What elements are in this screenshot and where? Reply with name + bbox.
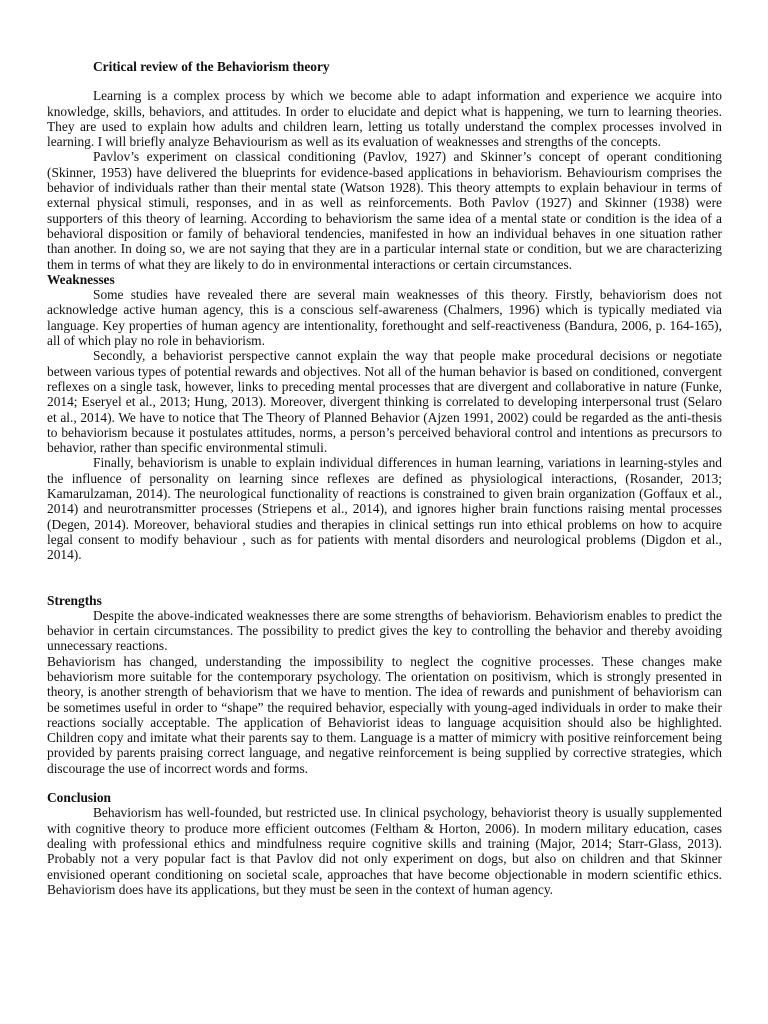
conclusion-heading: Conclusion xyxy=(47,790,111,806)
weaknesses-paragraph: Some studies have revealed there are several main weaknesses of this theory. Firstly, behaviorism does not acknowledge active human agency, this is a conscious self-awareness (Chalmers, 1996) which is typically mediated via language. Key properties of human agency are intentionality, forethought and self-reactiveness (Bandura, 2006, p. 164-165), all of which play no role in behaviorism. xyxy=(47,287,722,349)
weaknesses-heading: Weaknesses xyxy=(47,271,115,287)
conclusion-paragraph: Behaviorism has well-founded, but restricted use. In clinical psychology, behaviorist theory is usually supplemented with cognitive theory to produce more efficient outcomes (Feltham & Horton, 2006). In modern military education, cases dealing with professional ethics and mindfulness require cognitive skills and training (Major, 2014; Starr-Glass, 2013). Probably not a very popular fact is that Pavlov did not only experiment on dogs, but also on children and that Skinner envisioned operant conditioning on societal scale, approaches that have become objectionable in modern scientific ethics. Behaviorism does have its applications, but they must be seen in the context of human agency. xyxy=(47,805,722,897)
weaknesses-paragraph: Finally, behaviorism is unable to explain individual differences in human learning, variations in learning-styles and the influence of personality on learning since reflexes are defined as physiological interactions, (Rosander, 2013; Kamarulzaman, 2014). The neurological functionality of reactions is constrained to given brain organization (Goffaux et al., 2014) and neurotransmitter processes (Striepens et al., 2014), and ignores higher brain functions raising mental processes (Degen, 2014). Moreover, behavioral studies and therapies in clinical settings run into ethical problems on how to acquire legal consent to modify behaviour , such as for patients with mental disorders and neurological problems (Digdon et al., 2014). xyxy=(47,455,722,563)
intro-paragraph: Pavlov’s experiment on classical conditioning (Pavlov, 1927) and Skinner’s concept of operant conditioning (Skinner, 1953) have delivered the blueprints for evidence-based applications in behaviorism. Behaviourism comprises the behavior of individuals rather than their mental state (Watson 1928). This theory attempts to explain behaviour in terms of external physical stimuli, responses, and in as well as reinforcements. Both Pavlov (1927) and Skinner (1938) were supporters of this theory of learning. According to behaviorism the same idea of a mental state or condition is the idea of a behavioral disposition or family of behavioral tendencies, manifested in how an individual behaves in one situation rather than another. In doing so, we are not saying that they are in a particular internal state or condition, but we are characterizing them in terms of what they are likely to do in environmental interactions or certain circumstances. xyxy=(47,149,722,272)
section-spacer xyxy=(47,776,722,790)
document-title: Critical review of the Behaviorism theory xyxy=(93,59,330,74)
strengths-paragraph: Despite the above-indicated weaknesses there are some strengths of behaviorism. Behaviorism enables to predict the behavior in certain circumstances. The possibility to predict gives the key to controlling the behavior and thereby avoiding unnecessary reactions. xyxy=(47,607,722,654)
strengths-heading: Strengths xyxy=(47,592,102,608)
section-spacer xyxy=(47,563,722,593)
intro-paragraph: Learning is a complex process by which we become able to adapt information and experience we acquire into knowledge, skills, behaviors, and attitudes. In order to elucidate and depict what is happening, we turn to learning theories. They are used to explain how adults and children learn, letting us totally understand the complex processes involved in learning. I will briefly analyze Behaviourism as well as its evaluation of weaknesses and strengths of the concepts. xyxy=(47,88,722,150)
strengths-paragraph: Behaviorism has changed, understanding the impossibility to neglect the cognitive processes. These changes make behaviorism more suitable for the contemporary psychology. The orientation on positivism, which is strongly presented in theory, is another strength of behaviorism that we have to mention. The idea of rewards and punishment of behaviorism can be sometimes useful in order to “shape” the required behavior, especially with young-aged individuals in order to make their reactions socially acceptable. The application of Behaviorist ideas to language acquisition should also be highlighted. Children copy and imitate what their parents say to them. Language is a matter of mimicry with positive reinforcement being provided by parents praising correct language, and negative reinforcement is being supplied by corrective strategies, which discourage the use of incorrect words and forms. xyxy=(47,653,722,776)
weaknesses-paragraph: Secondly, a behaviorist perspective cannot explain the way that people make procedural decisions or negotiate between various types of potential rewards and objectives. Not all of the human behavior is based on conditioned, convergent reflexes on a single task, however, links to preceding mental processes that are divergent and collaborative in nature (Funke, 2014; Eseryel et al., 2013; Hung, 2013). Moreover, divergent thinking is correlated to developing interpersonal trust (Selaro et al., 2014). We have to notice that The Theory of Planned Behavior (Ajzen 1991, 2002) could be regarded as the anti-thesis to behaviorism because it postulates attitudes, norms, a person’s perceived behavioral control and intentions as precursors to behavior, rather than specific environmental stimuli. xyxy=(47,348,722,456)
